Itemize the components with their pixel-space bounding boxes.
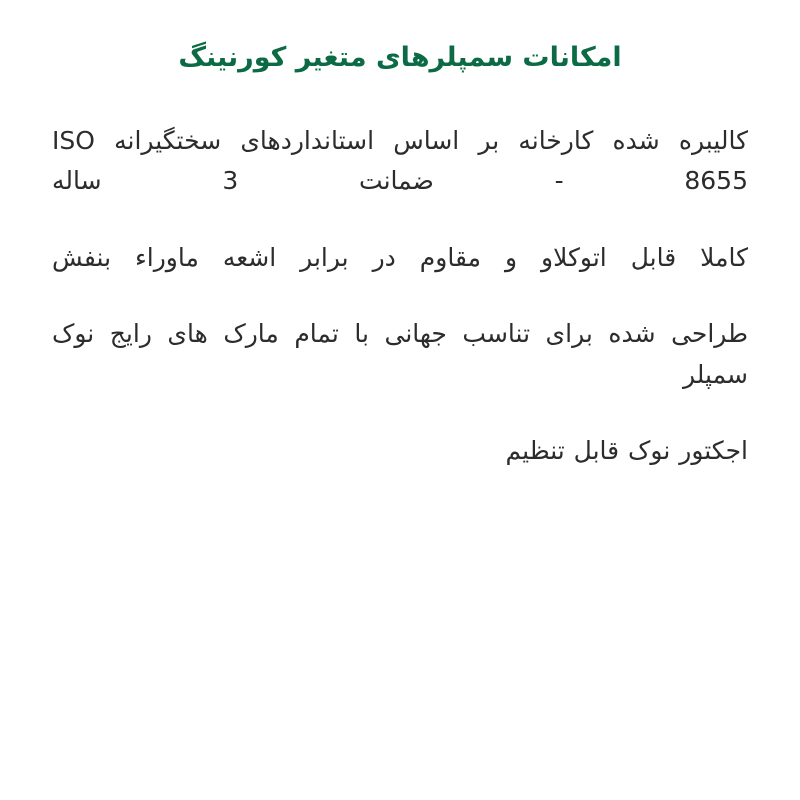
- page-title: امکانات سمپلرهای متغیر کورنینگ: [178, 42, 622, 73]
- paragraph-autoclave: کاملا قابل اتوکلاو و مقاوم در برابر اشعه ماوراء بنفش: [52, 242, 748, 272]
- paragraph-calibration: کالیبره شده کارخانه بر اساس استانداردهای سختگیرانه ISO 8655 - ضمانت 3 ساله: [52, 125, 748, 195]
- paragraph-universal-fit: طراحی شده برای تناسب جهانی با تمام مارک های رایج نوک سمپلر: [52, 319, 748, 389]
- paragraph-ejector: اجکتور نوک قابل تنظیم: [505, 436, 748, 465]
